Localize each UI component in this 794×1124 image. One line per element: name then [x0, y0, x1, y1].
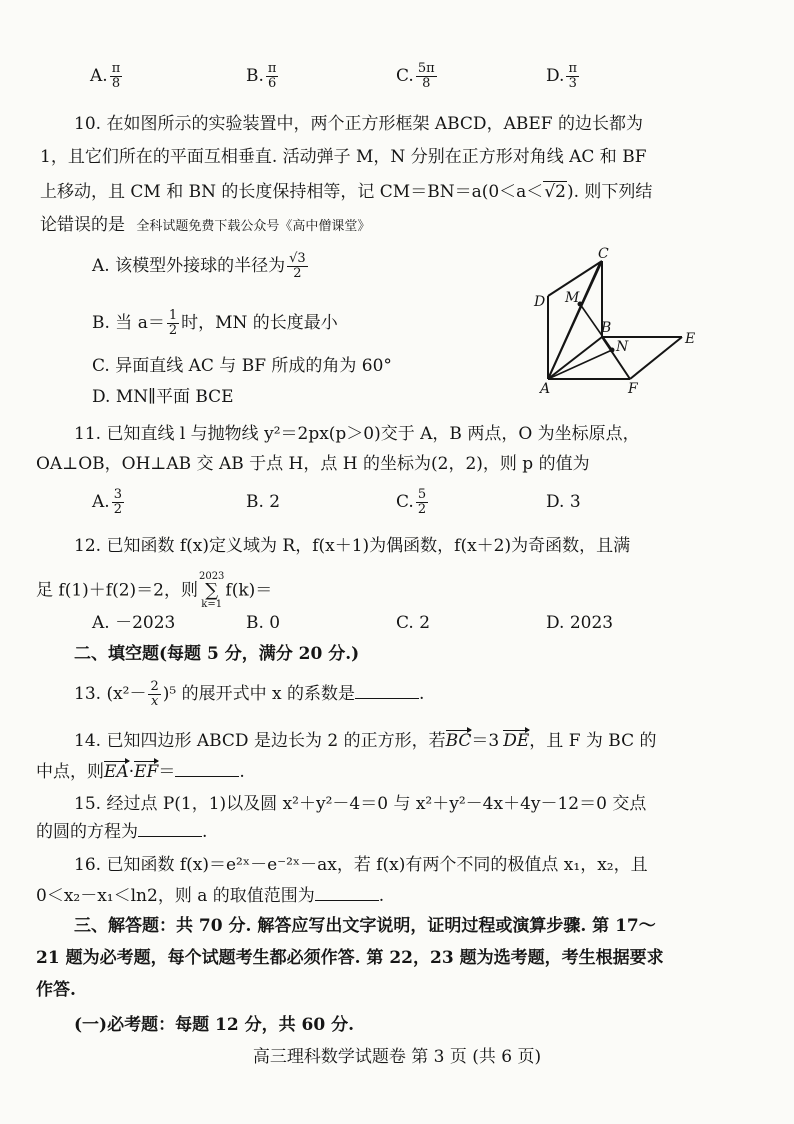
diagonal-AC-inner: [549, 263, 600, 377]
q13: 13. (x²－ $\frac{2}{x}$ )⁵ 的展开式中 x 的系数是 .: [74, 679, 425, 709]
q11-option-d: D. 3: [546, 492, 581, 512]
section3-line2: 21 题为必考题，每个试题考生都必须作答. 第 22，23 题为选考题，考生根据要求: [36, 948, 664, 968]
q12-option-d: D. 2023: [546, 613, 614, 633]
q15-line1: 15. 经过点 P(1，1)以及圆 x²＋y²－4＝0 与 x²＋y²－4x＋4y－12＝0 交点: [74, 794, 647, 814]
label-M: M: [565, 290, 580, 306]
q11-line1: 11. 已知直线 l 与抛物线 y²＝2px(p＞0)交于 A，B 两点，O 为坐标原点，: [74, 424, 640, 444]
q16-line2: 0＜x₂－x₁＜ln2，则 a 的取值范围为 .: [36, 886, 385, 906]
edge-EF: [630, 337, 682, 379]
subsection1-heading: (一)必考题：每题 12 分，共 60 分.: [74, 1015, 354, 1035]
label-A: A: [540, 381, 551, 394]
label-N: N: [616, 339, 629, 355]
q12-option-a: A. －2023: [92, 613, 176, 633]
q10-line2: 1，且它们所在的平面互相垂直. 活动弹子 M，N 分别在正方形对角线 AC 和 BF: [40, 147, 647, 167]
label-E: E: [685, 331, 696, 347]
q15-line2: 的圆的方程为 .: [36, 822, 208, 842]
q10-option-c: C. 异面直线 AC 与 BF 所成的角为 60°: [92, 356, 392, 376]
q9-option-a: A. $\frac{\pi}{8}$: [90, 61, 121, 91]
q11-option-a: A. $\frac{3}{2}$: [92, 487, 122, 517]
q10-option-b: B. 当 a＝ $\frac{1}{2}$ 时，MN 的长度最小: [92, 308, 338, 338]
q14-answer-blank[interactable]: [175, 760, 239, 777]
point-N: [610, 348, 615, 353]
q10-line3: 上移动，且 CM 和 BN 的长度保持相等，记 CM＝BN＝a(0＜a＜√2). 则下列结: [40, 182, 653, 202]
q16-line1: 16. 已知函数 f(x)＝e²ˣ－e⁻²ˣ－ax，若 f(x)有两个不同的极值点 x₁，x₂，且: [74, 855, 648, 875]
q15-answer-blank[interactable]: [138, 820, 202, 837]
q11-option-b: B. 2: [246, 492, 281, 512]
q12-option-b: B. 0: [246, 613, 281, 633]
q9-option-c: C. $\frac{5\pi}{8}$: [396, 61, 435, 91]
q11-line2: OA⊥OB，OH⊥AB 交 AB 于点 H，点 H 的坐标为(2，2)，则 p 的值为: [36, 454, 590, 474]
watermark-text: 全科试题免费下载公众号《高中僧课堂》: [136, 219, 371, 234]
label-C: C: [598, 246, 609, 262]
q9-option-d: D. $\frac{\pi}{3}$: [546, 61, 577, 91]
q12-line1: 12. 已知函数 f(x)定义域为 R，f(x＋1)为偶函数，f(x＋2)为奇函数，且满: [74, 536, 631, 556]
label-D: D: [534, 294, 546, 310]
section3-line1: 三、解答题：共 70 分. 解答应写出文字说明，证明过程或演算步骤. 第 17～: [74, 916, 656, 936]
section3-line3: 作答.: [36, 980, 76, 1000]
q9-option-b: B. $\frac{\pi}{6}$: [246, 61, 277, 91]
q14-line1: 14. 已知四边形 ABCD 是边长为 2 的正方形，若BC＝3 DE，且 F 为 BC 的: [74, 731, 657, 751]
q13-answer-blank[interactable]: [355, 682, 419, 699]
q10-line4: 论错误的是 全科试题免费下载公众号《高中僧课堂》: [40, 215, 371, 235]
q10-line1: 10. 在如图所示的实验装置中，两个正方形框架 ABCD，ABEF 的边长都为: [74, 114, 643, 134]
label-B: B: [601, 320, 612, 336]
q10-option-d: D. MN∥平面 BCE: [92, 387, 234, 407]
q10-figure-diagram: [528, 244, 708, 394]
q14-line2: 中点，则EA·EF＝ .: [36, 762, 245, 782]
q16-answer-blank[interactable]: [315, 884, 379, 901]
q11-option-c: C. $\frac{5}{2}$: [396, 487, 427, 517]
section2-heading: 二、填空题(每题 5 分，满分 20 分.): [74, 644, 360, 664]
q12-option-c: C. 2: [396, 613, 431, 633]
page-footer: 高三理科数学试题卷 第 3 页 (共 6 页): [252, 1047, 542, 1067]
q12-line2: 足 f(1)＋f(2)＝2，则2023 ∑ k=1f(k)＝: [36, 571, 273, 610]
label-F: F: [628, 381, 638, 394]
q10-option-a: A. 该模型外接球的半径为 $\frac{√3}{2}$: [92, 251, 306, 281]
